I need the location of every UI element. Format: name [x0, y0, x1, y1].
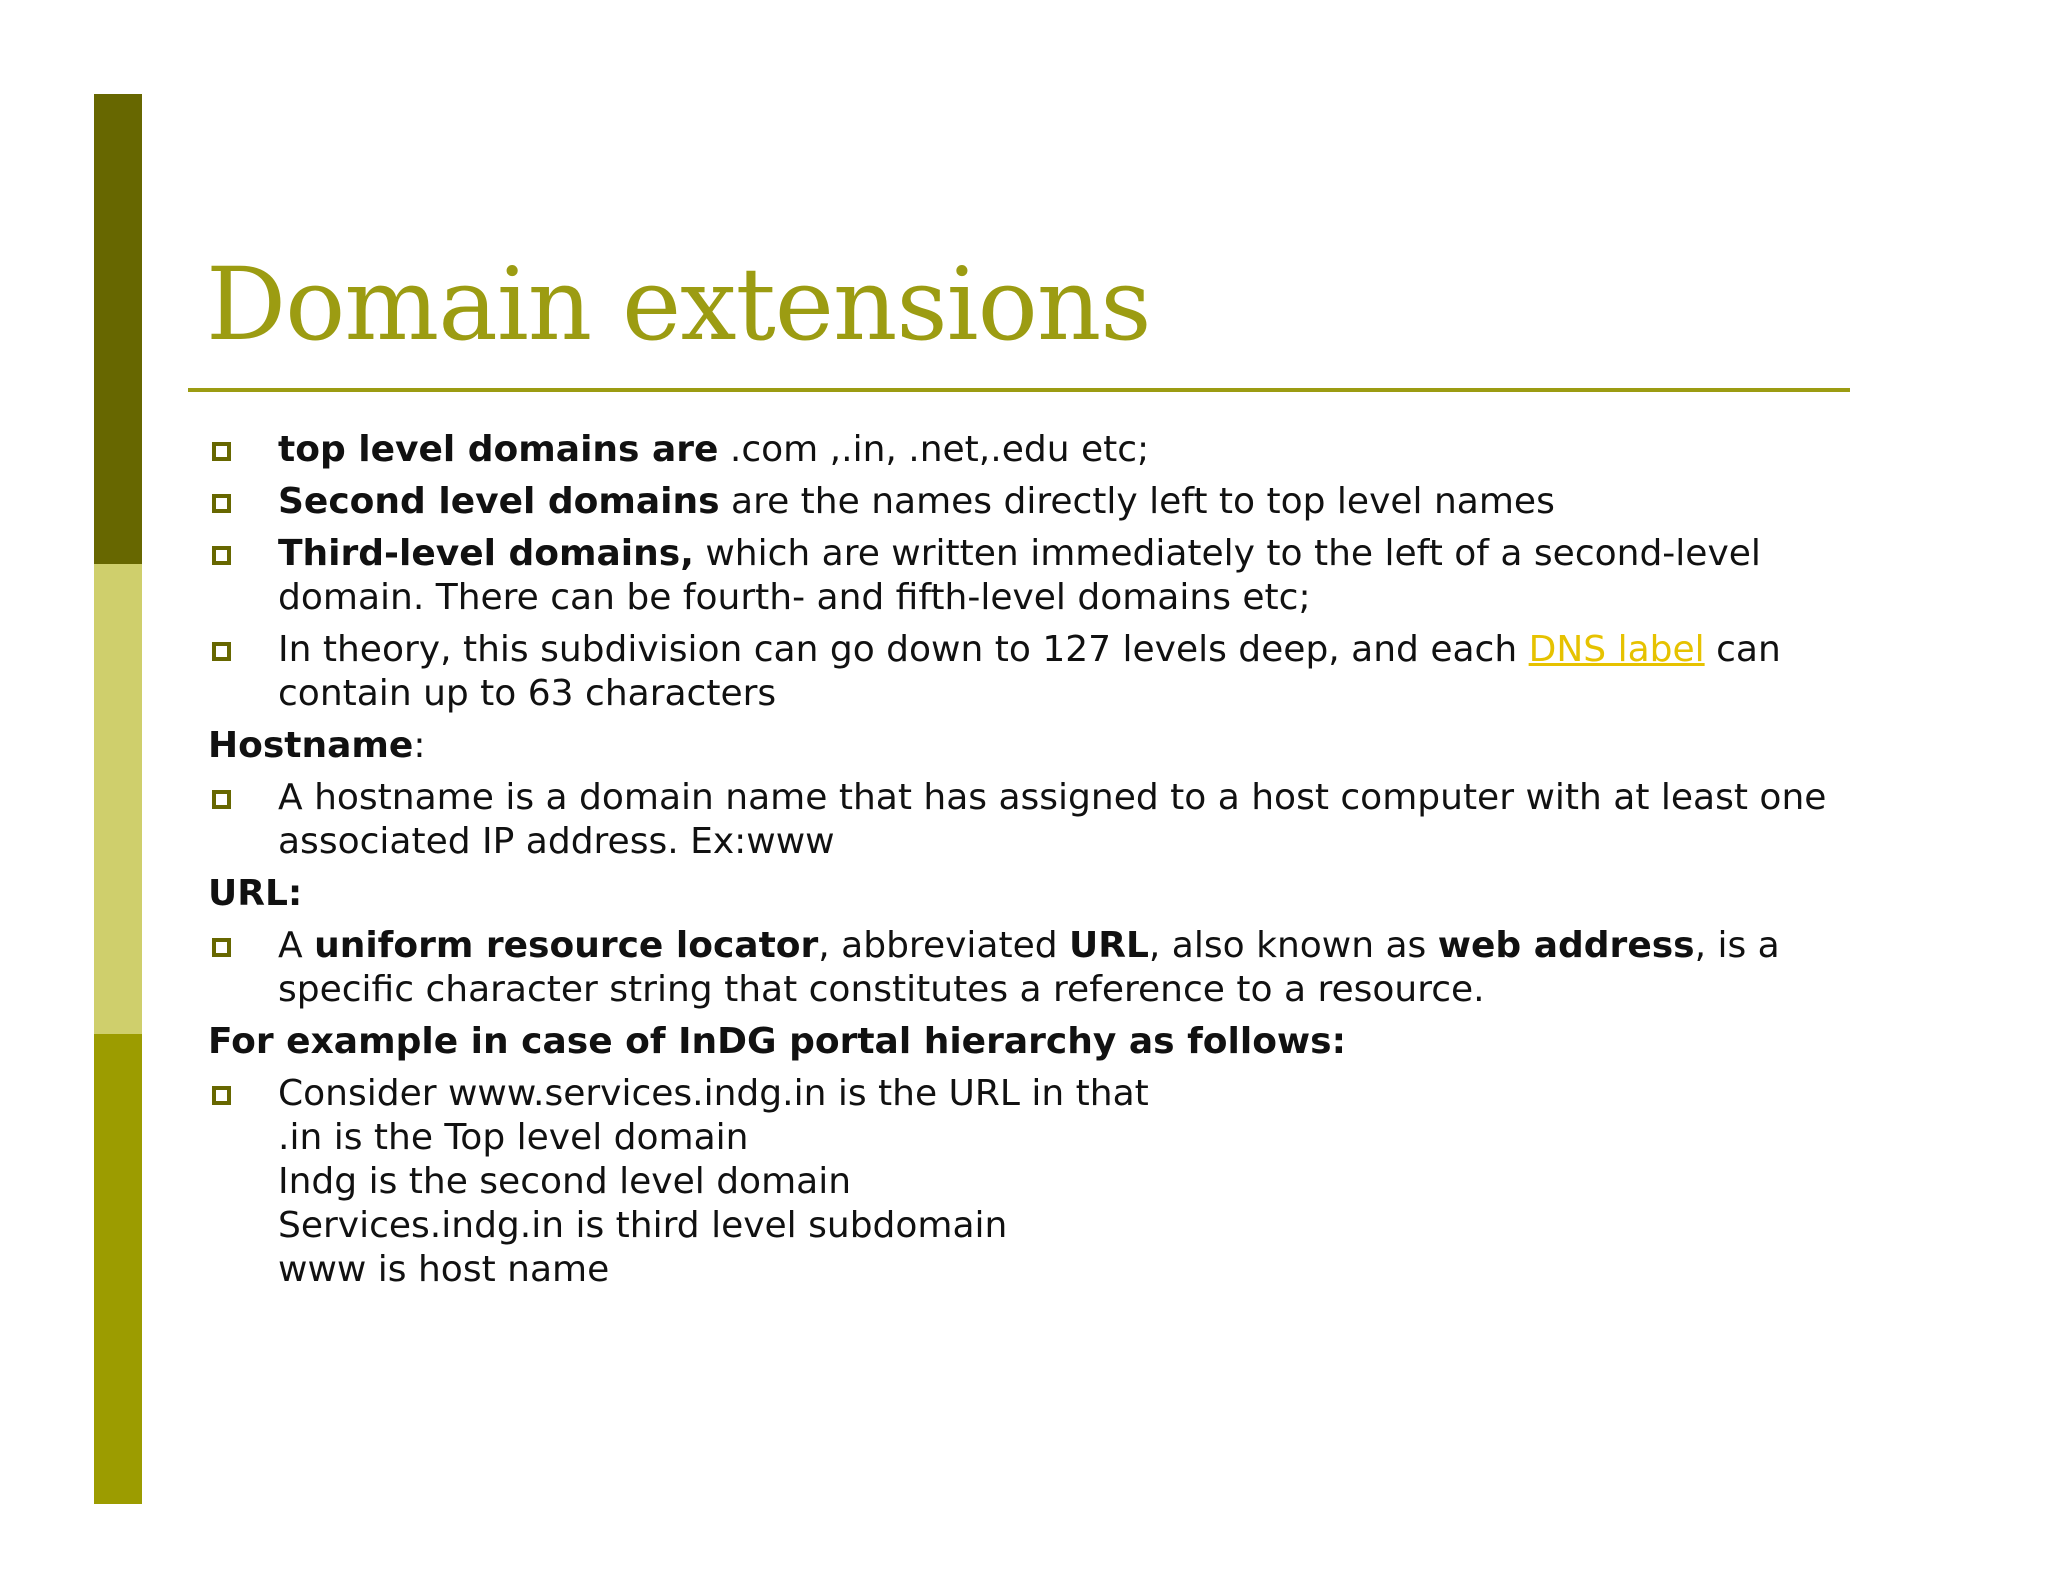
dns-label-link[interactable]: DNS label: [1528, 629, 1705, 670]
hollow-square-icon: [212, 642, 231, 661]
bullet-item-example: [208, 1072, 1848, 1292]
bullet-item-second-level: [208, 480, 1848, 524]
hostname-heading: [208, 724, 1848, 768]
example-heading: For example in case of InDG portal hierarchy as follows:: [208, 1021, 1347, 1062]
item-text: , also known as: [1148, 925, 1438, 966]
accent-bar-top: [94, 94, 142, 564]
term-web-address: web address: [1437, 925, 1695, 966]
bullet-item-theory: [208, 628, 1848, 716]
example-line: Services.indg.in is third level subdomain: [278, 1205, 1008, 1246]
example-line: .in is the Top level domain: [278, 1117, 749, 1158]
hostname-colon: :: [413, 725, 426, 766]
term-second-level-domains: Second level domains: [278, 481, 720, 522]
term-top-level-domains: top level domains are: [278, 429, 719, 470]
item-text: , is a specific character string that constitutes a reference to a resource.: [278, 925, 1780, 1010]
example-line: www is host name: [278, 1249, 610, 1290]
url-heading: URL:: [208, 873, 303, 914]
title-underline: [188, 388, 1850, 392]
slide-title: Domain extensions: [206, 246, 1151, 363]
item-text: can contain up to 63 characters: [278, 629, 1781, 714]
hollow-square-icon: [212, 938, 231, 957]
bullet-item-third-level: [208, 532, 1848, 620]
hollow-square-icon: [212, 1086, 231, 1105]
hollow-square-icon: [212, 494, 231, 513]
term-url: URL: [1069, 925, 1149, 966]
slide-body: [208, 428, 1848, 1300]
item-text: In theory, this subdivision can go down to 127 levels deep, and each: [278, 629, 1529, 670]
accent-bar-middle: [94, 564, 142, 1034]
hollow-square-icon: [212, 442, 231, 461]
item-text: which are written immediately to the left of a second-level domain. There can be fourth- and fifth-level domains etc;: [278, 533, 1761, 618]
example-line: Indg is the second level domain: [278, 1161, 852, 1202]
item-text: are the names directly left to top level names: [719, 481, 1555, 522]
bullet-item-top-level: [208, 428, 1848, 472]
item-text: A hostname is a domain name that has assigned to a host computer with at least one associated IP address. Ex:www: [278, 777, 1827, 862]
bullet-item-url: [208, 924, 1848, 1012]
item-text: , abbreviated: [818, 925, 1070, 966]
bullet-item-hostname: [208, 776, 1848, 864]
hollow-square-icon: [212, 546, 231, 565]
accent-bar-bottom: [94, 1034, 142, 1504]
term-uniform-resource-locator: uniform resource locator: [314, 925, 819, 966]
item-text: .com ,.in, .net,.edu etc;: [718, 429, 1150, 470]
item-text: A: [278, 925, 315, 966]
term-third-level-domains: Third-level domains,: [278, 533, 694, 574]
hostname-heading-text: Hostname: [208, 725, 414, 766]
hollow-square-icon: [212, 790, 231, 809]
example-line: Consider www.services.indg.in is the URL in that: [278, 1073, 1149, 1114]
